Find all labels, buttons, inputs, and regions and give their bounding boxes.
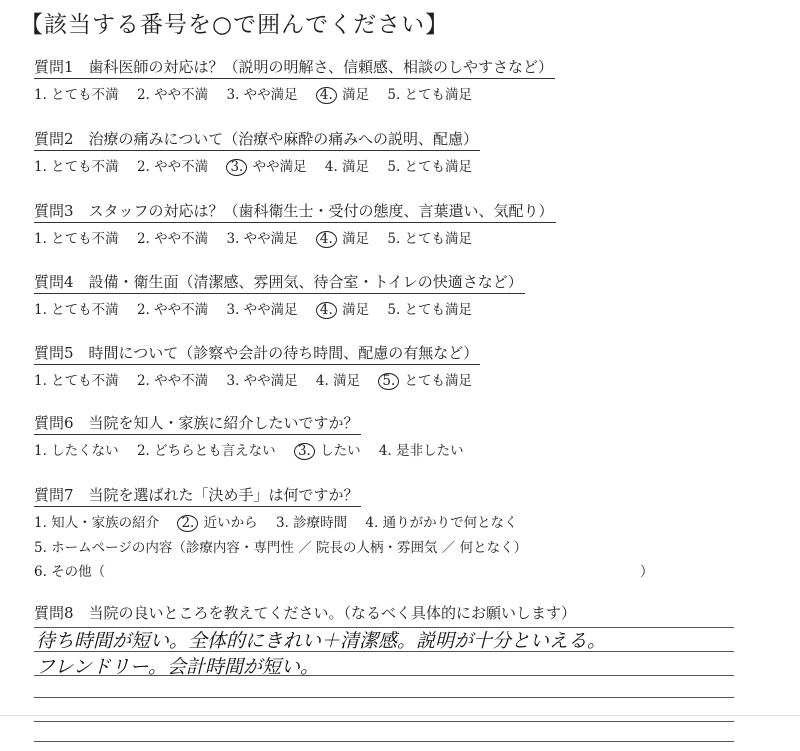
q3-option-1[interactable]: 1. とても不満 [34, 231, 119, 247]
handwritten-answer-line-1: 待ち時間が短い。全体的にきれい＋清潔感。説明が十分といえる。 [36, 630, 607, 652]
question-4-options [34, 298, 525, 319]
q2-option-2[interactable]: 2. やや不満 [136, 159, 209, 175]
q6-option-4[interactable]: 4. 是非したい [378, 443, 464, 459]
q2-option-5[interactable]: 5. とても満足 [387, 159, 473, 175]
q4-option-2[interactable]: 2. やや不満 [136, 302, 209, 318]
selected-number-circle: 3. [226, 159, 247, 176]
q5-option-5-selected[interactable]: 5. とても満足 [378, 369, 472, 390]
selected-number-circle: 4. [316, 302, 337, 319]
selected-number-circle: 2. [177, 515, 198, 532]
question-7 [34, 484, 654, 580]
question-4-text: 質問4 設備・衛生面（清潔感、雰囲気、待合室・トイレの快適さなど） [34, 271, 525, 294]
q2-option-3-selected[interactable]: 3. やや満足 [226, 155, 306, 176]
question-3 [34, 200, 556, 248]
question-1 [34, 56, 555, 104]
q1-option-2[interactable]: 2. やや不満 [136, 87, 209, 103]
q4-option-1[interactable]: 1. とても不満 [34, 302, 119, 318]
question-1-text: 質問1 歯科医師の対応は？（説明の明解さ、信頼感、相談のしやすさなど） [34, 56, 555, 79]
q3-option-3[interactable]: 3. やや満足 [226, 231, 298, 247]
q1-option-5[interactable]: 5. とても満足 [387, 87, 473, 103]
q7-option-4[interactable]: 4. 通りがかりで何となく [365, 515, 518, 531]
q1-option-1[interactable]: 1. とても不満 [34, 87, 119, 103]
q4-option-4-selected[interactable]: 4. 満足 [316, 298, 369, 319]
answer-rule-6 [34, 741, 734, 742]
selected-number-circle: 5. [378, 373, 399, 390]
q7-option-5[interactable]: 5. ホームページの内容（診療内容・専門性 ／ 院長の人柄・雰囲気 ／ 何となく） [34, 540, 528, 556]
question-2 [34, 128, 486, 176]
question-4 [34, 271, 525, 319]
q7-option-3[interactable]: 3. 診療時間 [275, 515, 348, 531]
q6-option-3-selected[interactable]: 3. したい [294, 439, 361, 460]
question-2-text: 質問2 治療の痛みについて（治療や麻酔の痛みへの説明、配慮） [34, 128, 480, 151]
question-3-text: 質問3 スタッフの対応は？（歯科衛生士・受付の態度、言葉遣い、気配り） [34, 200, 556, 223]
question-1-options [34, 83, 555, 104]
question-5-text: 質問5 時間について（診察や会計の待ち時間、配慮の有無など） [34, 342, 480, 365]
q1-option-3[interactable]: 3. やや満足 [226, 87, 298, 103]
answer-rule-4 [34, 697, 734, 698]
question-7-text: 質問7 当院を選ばれた「決め手」は何ですか？ [34, 484, 361, 507]
q7-option-2-selected[interactable]: 2. 近いから [177, 511, 257, 532]
q3-option-4-selected[interactable]: 4. 満足 [316, 227, 369, 248]
q2-option-4[interactable]: 4. 満足 [324, 159, 370, 175]
question-5 [34, 342, 486, 390]
form-title: 【該当する番号を○で囲んでください】 [20, 12, 450, 38]
handwritten-answer-line-2: フレンドリー。会計時間が短い。 [36, 656, 320, 678]
q6-option-2[interactable]: 2. どちらとも言えない [136, 443, 276, 459]
q5-option-4[interactable]: 4. 満足 [315, 373, 361, 389]
selected-number-circle: 4. [316, 231, 337, 248]
page-edge-divider [0, 715, 800, 716]
question-6 [34, 412, 478, 460]
q7-option-6[interactable]: 6. その他（ ） [34, 564, 654, 580]
q5-option-2[interactable]: 2. やや不満 [136, 373, 209, 389]
q4-option-5[interactable]: 5. とても満足 [387, 302, 473, 318]
question-8 [34, 602, 578, 624]
q7-option-1[interactable]: 1. 知人・家族の紹介 [34, 515, 160, 531]
question-2-options [34, 155, 486, 176]
q3-option-2[interactable]: 2. やや不満 [136, 231, 209, 247]
question-5-options [34, 369, 486, 390]
question-7-options [34, 511, 532, 532]
question-6-text: 質問6 当院を知人・家族に紹介したいですか？ [34, 412, 361, 435]
q3-option-5[interactable]: 5. とても満足 [387, 231, 473, 247]
question-6-options [34, 439, 478, 460]
q4-option-3[interactable]: 3. やや満足 [226, 302, 298, 318]
q5-option-3[interactable]: 3. やや満足 [226, 373, 298, 389]
q1-option-4-selected[interactable]: 4. 満足 [316, 83, 369, 104]
selected-number-circle: 4. [316, 87, 337, 104]
q6-option-1[interactable]: 1. したくない [34, 443, 119, 459]
q2-option-1[interactable]: 1. とても不満 [34, 159, 119, 175]
answer-rule-3 [34, 675, 734, 676]
question-8-text: 質問8 当院の良いところを教えてください。（なるべく具体的にお願いします） [34, 604, 577, 622]
q5-option-1[interactable]: 1. とても不満 [34, 373, 119, 389]
answer-rule-5 [34, 721, 734, 722]
selected-number-circle: 3. [294, 443, 315, 460]
question-3-options [34, 227, 556, 248]
